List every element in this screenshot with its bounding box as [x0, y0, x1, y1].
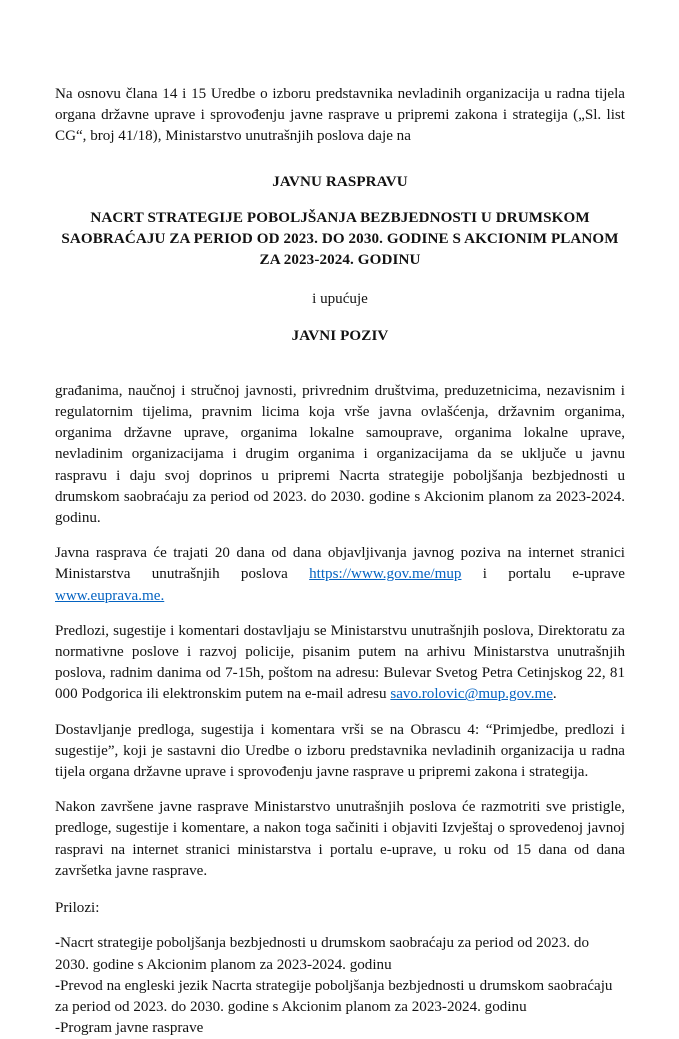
- ministry-website-link[interactable]: https://www.gov.me/mup: [309, 566, 462, 583]
- submission-paragraph: [55, 621, 625, 706]
- form-paragraph: Dostavljanje predloga, sugestija i komentara vrši se na Obrascu 4: “Primjedbe, predlozi i sugestije”, koji je sastavni dio Uredbe o izboru predstavnika nevladinih organizacija u radna tijela organa državne uprave i sprovođenju javne rasprave u pripremi zakona i strategija.: [55, 721, 625, 781]
- attachment-text: Program javne rasprave: [60, 1020, 204, 1037]
- duration-text-part1: Javna rasprava će trajati 20 dana od dana objavljivanja javnog poziva na internet stranici Ministarstva unutrašnjih poslova: [55, 545, 625, 583]
- attachment-dash: -: [55, 1020, 61, 1037]
- attachment-dash: -: [55, 977, 61, 994]
- document-body: [55, 84, 625, 1039]
- euprava-portal-link[interactable]: www.euprava.me.: [55, 587, 165, 604]
- addressees-paragraph: građanima, naučnoj i stručnoj javnosti, privrednim društvima, preduzetnicima, nezavisnim i regulatornim tijelima, pravnim licima koja vrše javna ovlašćenja, državnim organima, organima državne uprave, organima lokalne samouprave, organima lokalne uprave, nevladinim organizacijama i drugim organima i organizacijama da se uključe u javnu raspravu i daju svoj doprinos u pripremi Nacrta strategije poboljšanja bezbjednosti u drumskom saobraćaju za period od 2023. do 2030. godine s Akcionim planom za 2023-2024. godinu.: [55, 382, 625, 527]
- attachment-item: [55, 1018, 625, 1039]
- heading-public-debate: JAVNU RASPRAVU: [272, 173, 408, 190]
- attachment-item: [55, 976, 625, 1018]
- attachments-list: [55, 933, 625, 1039]
- attachment-item: [55, 933, 625, 975]
- submission-text-part2: .: [552, 686, 557, 703]
- email-address-link[interactable]: savo.rolovic@mup.gov.me: [390, 686, 553, 703]
- attachment-text: Nacrt strategije poboljšanja bezbjednosti u drumskom saobraćaju za period od 2023. do 2030. godine s Akcionim planom za 2023-2024. godinu: [55, 935, 590, 973]
- heading-connector: i upućuje: [312, 291, 368, 308]
- heading-strategy-title: NACRT STRATEGIJE POBOLJŠANJA BEZBJEDNOSTI U DRUMSKOM SAOBRAĆAJU ZA PERIOD OD 2023. DO 2030. GODINE S AKCIONIM PLANOM ZA 2023-2024. GODINU: [61, 209, 619, 269]
- heading-public-call: JAVNI POZIV: [291, 327, 389, 344]
- attachments-label: Prilozi:: [55, 900, 100, 917]
- duration-text-part2: i portalu e-uprave: [461, 566, 625, 583]
- intro-paragraph: Na osnovu člana 14 i 15 Uredbe o izboru predstavnika nevladinih organizacija u radna tijela organa državne uprave i sprovođenju javne rasprave u pripremi zakona i strategija („Sl. list CG“, broj 41/18), Ministarstvo unutrašnjih poslova daje na: [55, 86, 625, 145]
- report-paragraph: Nakon završene javne rasprave Ministarstvo unutrašnjih poslova će razmotriti sve pristigle, predloge, sugestije i komentare, a nakon toga sačiniti i objaviti Izvještaj o sprovedenoj javnoj raspravi na internet stranici ministarstva i portalu e-uprave, u roku od 15 dana od dana završetka javne rasprave.: [55, 799, 625, 879]
- submission-text-part1: Predlozi, sugestije i komentari dostavljaju se Ministarstvu unutrašnjih poslova, Direktoratu za normativne poslove i razvoj policije, pisanim putem na arhivu Ministarstva unutrašnjih poslova, radnim danima od 7-15h, poštom na adresu: Bulevar Svetog Petra Cetinjskog 22, 81 000 Podgorica ili elektronskim putem na e-mail adresu: [55, 622, 625, 703]
- duration-paragraph: [55, 543, 625, 607]
- attachment-text: Prevod na engleski jezik Nacrta strategije poboljšanja bezbjednosti u drumskom saobraćaju za period od 2023. do 2030. godine s Akcionim planom za 2023-2024. godinu: [55, 977, 613, 1015]
- attachment-dash: -: [55, 935, 61, 952]
